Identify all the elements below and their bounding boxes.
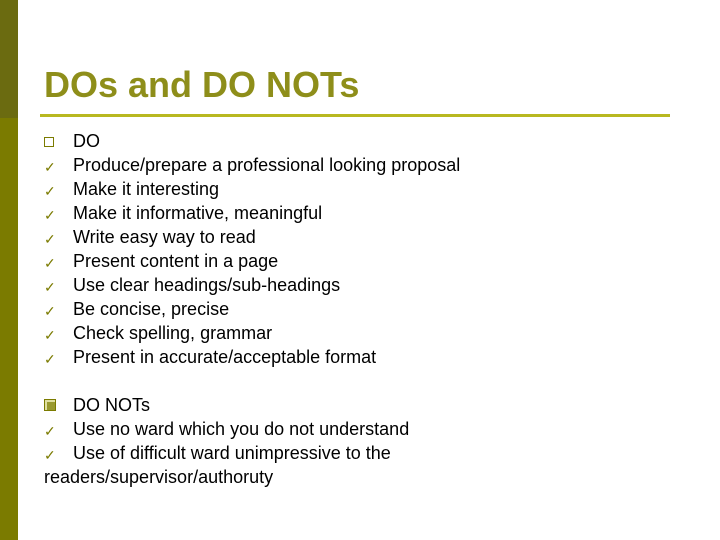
checkmark-icon: ✓ <box>44 423 56 439</box>
left-accent-bar-top <box>0 0 18 118</box>
list-item: ✓ Produce/prepare a professional looking proposal <box>44 153 684 177</box>
list-item: ✓ Check spelling, grammar <box>44 321 684 345</box>
list-item: ✓ Make it informative, meaningful <box>44 201 684 225</box>
list-item: ✓ Present in accurate/acceptable format <box>44 345 684 369</box>
donot-heading: DO NOTs <box>73 395 151 415</box>
list-item: ✓ Write easy way to read <box>44 225 684 249</box>
left-accent-bar <box>0 0 18 540</box>
slide-title: DOs and DO NOTs <box>44 64 360 105</box>
checkmark-icon: ✓ <box>44 159 56 175</box>
title-underline <box>40 114 670 117</box>
list-item: ✓ Present content in a page <box>44 249 684 273</box>
checkmark-icon: ✓ <box>44 447 56 463</box>
list-item: ✓ Be concise, precise <box>44 297 684 321</box>
hollow-square-icon <box>44 129 66 154</box>
section-gap <box>44 369 684 393</box>
checkmark-icon: ✓ <box>44 255 56 271</box>
list-item: ✓ Make it interesting <box>44 177 684 201</box>
list-item: ✓ Use no ward which you do not understand <box>44 417 684 441</box>
do-heading: DO <box>73 131 100 151</box>
list-item-continuation: readers/supervisor/authoruty <box>44 467 274 487</box>
checkmark-icon: ✓ <box>44 351 56 367</box>
slide-content <box>44 129 684 489</box>
checkmark-icon: ✓ <box>44 303 56 319</box>
checkmark-icon: ✓ <box>44 207 56 223</box>
list-item: ✓ Use of difficult ward unimpressive to the <box>44 441 684 465</box>
checkmark-icon: ✓ <box>44 279 56 295</box>
checkmark-icon: ✓ <box>44 327 56 343</box>
checkmark-icon: ✓ <box>44 183 56 199</box>
do-heading-row <box>44 129 684 153</box>
list-item: ✓ Use clear headings/sub-headings <box>44 273 684 297</box>
checkmark-icon: ✓ <box>44 231 56 247</box>
donot-heading-row <box>44 393 684 417</box>
shaded-square-icon <box>44 393 66 418</box>
